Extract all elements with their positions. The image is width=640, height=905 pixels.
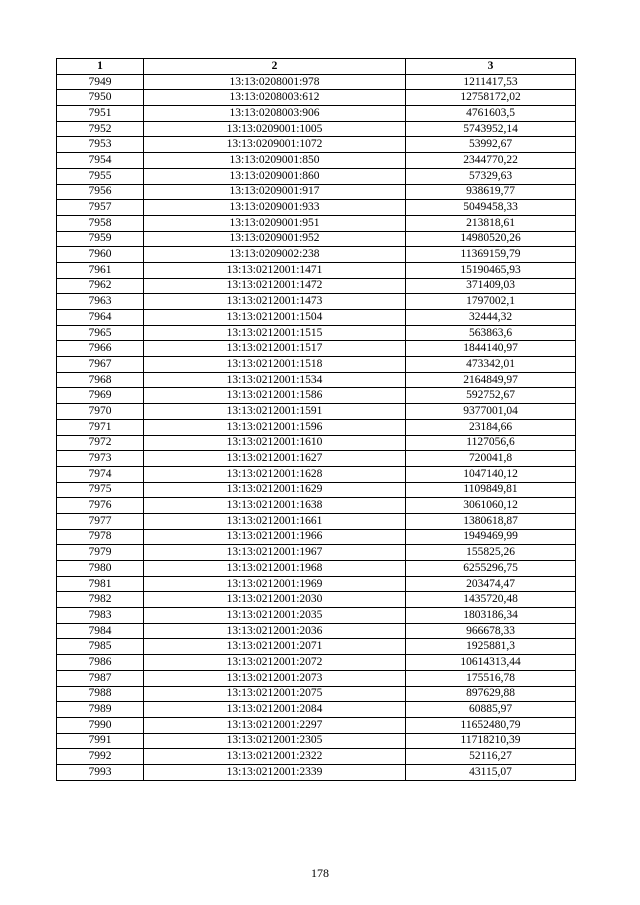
value-cell: 720041,8 [406,451,576,467]
value-cell: 53992,67 [406,137,576,153]
value-cell: 1925881,3 [406,639,576,655]
row-number-cell: 7961 [57,262,144,278]
value-cell: 473342,01 [406,357,576,373]
cadastral-number-cell: 13:13:0212001:1610 [144,435,406,451]
table-row [57,733,576,749]
value-cell: 32444,32 [406,310,576,326]
value-cell: 2344770,22 [406,153,576,169]
table-row [57,419,576,435]
value-cell: 966678,33 [406,623,576,639]
row-number-cell: 7969 [57,388,144,404]
row-number-cell: 7992 [57,749,144,765]
cadastral-number-cell: 13:13:0212001:2073 [144,670,406,686]
row-number-cell: 7991 [57,733,144,749]
row-number-cell: 7964 [57,310,144,326]
cadastral-number-cell: 13:13:0212001:1472 [144,278,406,294]
row-number-cell: 7960 [57,247,144,263]
row-number-cell: 7971 [57,419,144,435]
row-number-cell: 7978 [57,529,144,545]
cadastral-number-cell: 13:13:0209001:1005 [144,121,406,137]
table-row [57,749,576,765]
row-number-cell: 7966 [57,341,144,357]
cadastral-number-cell: 13:13:0212001:2036 [144,623,406,639]
value-cell: 57329,63 [406,168,576,184]
table-row [57,623,576,639]
row-number-cell: 7962 [57,278,144,294]
cadastral-number-cell: 13:13:0212001:1586 [144,388,406,404]
value-cell: 203474,47 [406,576,576,592]
row-number-cell: 7990 [57,717,144,733]
cadastral-number-cell: 13:13:0212001:2084 [144,702,406,718]
value-cell: 52116,27 [406,749,576,765]
table-row [57,608,576,624]
table-row [57,106,576,122]
value-cell: 592752,67 [406,388,576,404]
table-row [57,686,576,702]
cadastral-number-cell: 13:13:0212001:1628 [144,466,406,482]
value-cell: 11652480,79 [406,717,576,733]
row-number-cell: 7958 [57,215,144,231]
table-row [57,717,576,733]
value-cell: 5049458,33 [406,200,576,216]
value-cell: 11718210,39 [406,733,576,749]
value-cell: 1380618,87 [406,513,576,529]
value-cell: 2164849,97 [406,372,576,388]
table-row [57,137,576,153]
row-number-cell: 7968 [57,372,144,388]
cadastral-number-cell: 13:13:0212001:1473 [144,294,406,310]
value-cell: 938619,77 [406,184,576,200]
table-row [57,592,576,608]
cadastral-number-cell: 13:13:0209001:951 [144,215,406,231]
cadastral-number-cell: 13:13:0212001:2322 [144,749,406,765]
value-cell: 1047140,12 [406,466,576,482]
cadastral-number-cell: 13:13:0212001:1518 [144,357,406,373]
row-number-cell: 7967 [57,357,144,373]
table-row [57,121,576,137]
cadastral-number-cell: 13:13:0209001:952 [144,231,406,247]
row-number-cell: 7979 [57,545,144,561]
table-row [57,388,576,404]
table-row [57,702,576,718]
cadastral-number-cell: 13:13:0209001:1072 [144,137,406,153]
table-row [57,639,576,655]
row-number-cell: 7985 [57,639,144,655]
table-row [57,357,576,373]
cadastral-number-cell: 13:13:0212001:1591 [144,404,406,420]
table-row [57,435,576,451]
cadastral-number-cell: 13:13:0212001:1638 [144,498,406,514]
row-number-cell: 7977 [57,513,144,529]
value-cell: 15190465,93 [406,262,576,278]
cadastral-number-cell: 13:13:0212001:1627 [144,451,406,467]
value-cell: 1435720,48 [406,592,576,608]
cadastral-number-cell: 13:13:0208003:906 [144,106,406,122]
value-cell: 1127056,6 [406,435,576,451]
cadastral-number-cell: 13:13:0212001:2305 [144,733,406,749]
row-number-cell: 7959 [57,231,144,247]
row-number-cell: 7993 [57,764,144,780]
column-header-2: 2 [144,59,406,75]
row-number-cell: 7952 [57,121,144,137]
value-cell: 1797002,1 [406,294,576,310]
value-cell: 43115,07 [406,764,576,780]
table-row [57,670,576,686]
row-number-cell: 7956 [57,184,144,200]
value-cell: 5743952,14 [406,121,576,137]
page-number: 178 [311,866,329,880]
value-cell: 1803186,34 [406,608,576,624]
value-cell: 23184,66 [406,419,576,435]
table-row [57,168,576,184]
value-cell: 14980520,26 [406,231,576,247]
value-cell: 897629,88 [406,686,576,702]
cadastral-number-cell: 13:13:0212001:1968 [144,561,406,577]
table-row [57,764,576,780]
row-number-cell: 7972 [57,435,144,451]
row-number-cell: 7949 [57,74,144,90]
row-number-cell: 7981 [57,576,144,592]
cadastral-number-cell: 13:13:0212001:2071 [144,639,406,655]
table-row [57,278,576,294]
column-header-3: 3 [406,59,576,75]
value-cell: 10614313,44 [406,655,576,671]
cadastral-number-cell: 13:13:0212001:1517 [144,341,406,357]
row-number-cell: 7988 [57,686,144,702]
cadastral-number-cell: 13:13:0212001:1661 [144,513,406,529]
table-row [57,404,576,420]
cadastral-number-cell: 13:13:0212001:2339 [144,764,406,780]
table-row [57,545,576,561]
cadastral-number-cell: 13:13:0212001:2072 [144,655,406,671]
row-number-cell: 7974 [57,466,144,482]
table-row [57,372,576,388]
cadastral-number-cell: 13:13:0209001:850 [144,153,406,169]
table-row [57,262,576,278]
cadastral-number-cell: 13:13:0209001:860 [144,168,406,184]
row-number-cell: 7954 [57,153,144,169]
value-cell: 9377001,04 [406,404,576,420]
cadastral-number-cell: 13:13:0208001:978 [144,74,406,90]
cadastral-number-cell: 13:13:0208003:612 [144,90,406,106]
cadastral-number-cell: 13:13:0212001:1966 [144,529,406,545]
cadastral-number-cell: 13:13:0212001:1471 [144,262,406,278]
cadastral-number-cell: 13:13:0212001:2075 [144,686,406,702]
value-cell: 3061060,12 [406,498,576,514]
row-number-cell: 7975 [57,482,144,498]
value-cell: 1211417,53 [406,74,576,90]
value-cell: 4761603,5 [406,106,576,122]
table-row [57,482,576,498]
table-row [57,74,576,90]
row-number-cell: 7973 [57,451,144,467]
table-row [57,247,576,263]
value-cell: 213818,61 [406,215,576,231]
table-header [57,59,576,75]
row-number-cell: 7986 [57,655,144,671]
cadastral-number-cell: 13:13:0212001:1967 [144,545,406,561]
table-row [57,451,576,467]
value-cell: 12758172,02 [406,90,576,106]
value-cell: 371409,03 [406,278,576,294]
table-row [57,513,576,529]
table-row [57,341,576,357]
row-number-cell: 7987 [57,670,144,686]
table-row [57,561,576,577]
table-row [57,294,576,310]
table-row [57,498,576,514]
row-number-cell: 7951 [57,106,144,122]
row-number-cell: 7955 [57,168,144,184]
data-table [56,58,576,781]
value-cell: 155825,26 [406,545,576,561]
value-cell: 6255296,75 [406,561,576,577]
row-number-cell: 7953 [57,137,144,153]
value-cell: 1844140,97 [406,341,576,357]
cadastral-number-cell: 13:13:0212001:1969 [144,576,406,592]
row-number-cell: 7980 [57,561,144,577]
row-number-cell: 7963 [57,294,144,310]
row-number-cell: 7970 [57,404,144,420]
cadastral-number-cell: 13:13:0209001:933 [144,200,406,216]
table-row [57,529,576,545]
table-row [57,215,576,231]
row-number-cell: 7984 [57,623,144,639]
table-row [57,153,576,169]
table-row [57,655,576,671]
row-number-cell: 7965 [57,325,144,341]
table-row [57,231,576,247]
value-cell: 1949469,99 [406,529,576,545]
table-row [57,184,576,200]
value-cell: 60885,97 [406,702,576,718]
cadastral-number-cell: 13:13:0212001:2297 [144,717,406,733]
row-number-cell: 7950 [57,90,144,106]
value-cell: 563863,6 [406,325,576,341]
cadastral-number-cell: 13:13:0212001:2035 [144,608,406,624]
cadastral-number-cell: 13:13:0209001:917 [144,184,406,200]
column-header-1: 1 [57,59,144,75]
header-row [57,59,576,75]
row-number-cell: 7976 [57,498,144,514]
row-number-cell: 7989 [57,702,144,718]
table-row [57,466,576,482]
row-number-cell: 7982 [57,592,144,608]
value-cell: 1109849,81 [406,482,576,498]
table-row [57,576,576,592]
cadastral-number-cell: 13:13:0212001:2030 [144,592,406,608]
table-body [57,74,576,780]
table-row [57,200,576,216]
value-cell: 11369159,79 [406,247,576,263]
cadastral-number-cell: 13:13:0209002:238 [144,247,406,263]
cadastral-number-cell: 13:13:0212001:1515 [144,325,406,341]
row-number-cell: 7957 [57,200,144,216]
cadastral-number-cell: 13:13:0212001:1534 [144,372,406,388]
value-cell: 175516,78 [406,670,576,686]
table-row [57,325,576,341]
table-row [57,90,576,106]
cadastral-number-cell: 13:13:0212001:1504 [144,310,406,326]
table-row [57,310,576,326]
cadastral-number-cell: 13:13:0212001:1596 [144,419,406,435]
row-number-cell: 7983 [57,608,144,624]
cadastral-number-cell: 13:13:0212001:1629 [144,482,406,498]
